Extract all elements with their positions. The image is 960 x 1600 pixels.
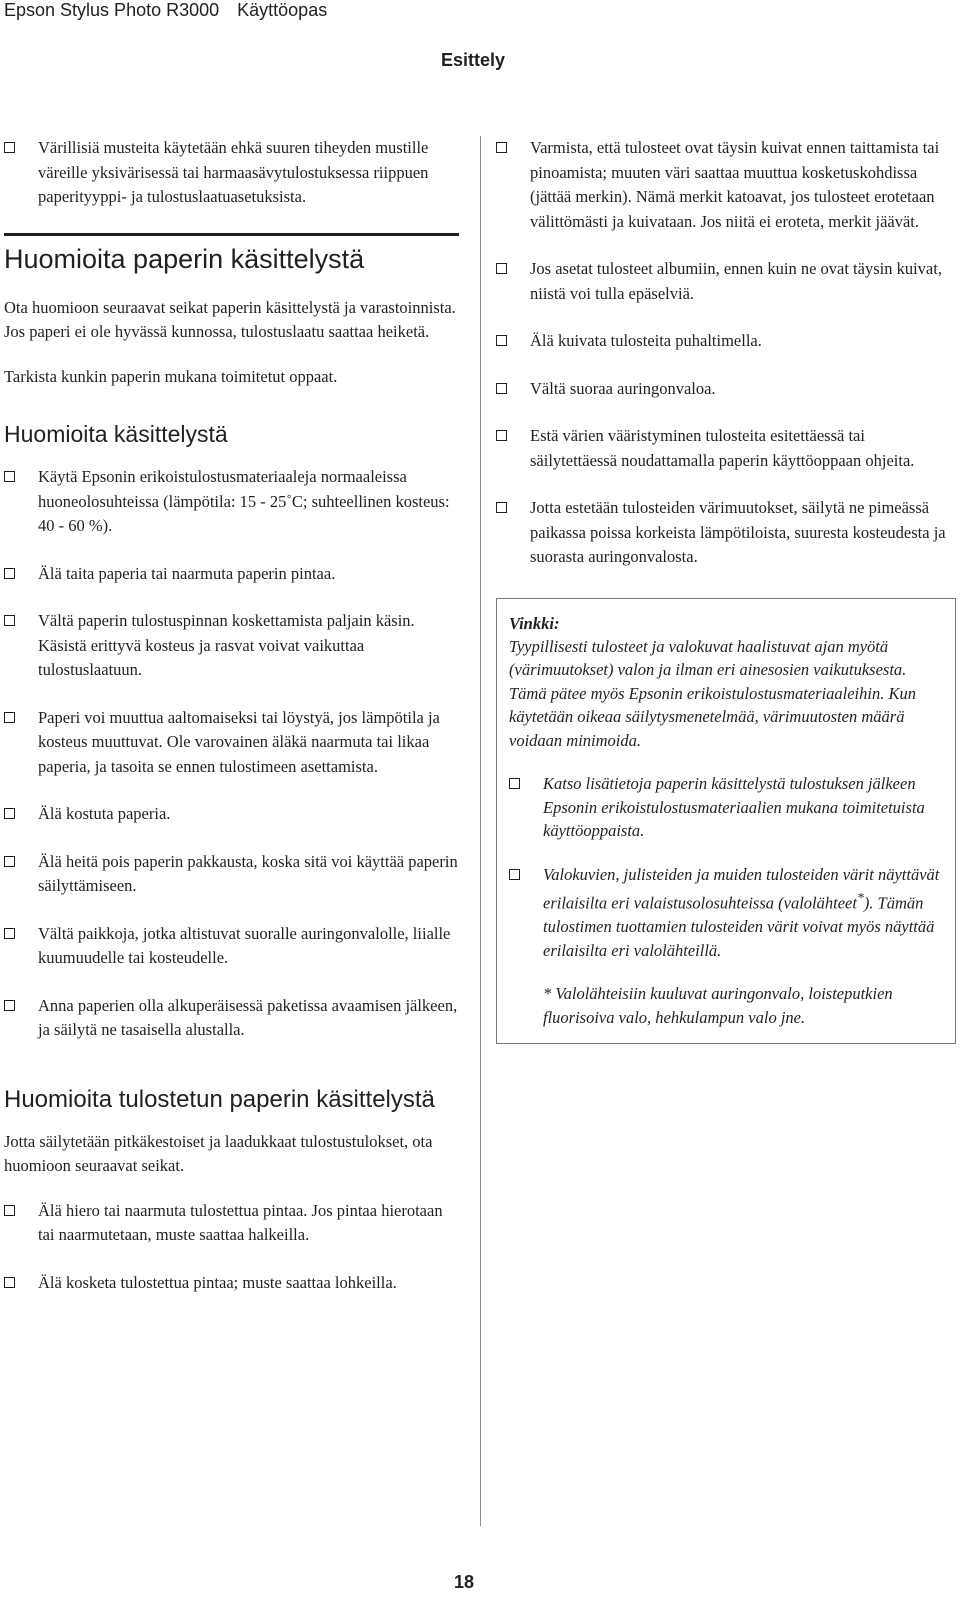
tip-text: Tyypillisesti tulosteet ja valokuvat haalistuvat ajan myötä (värimuutokset) valon ja ilman eri ainesosien vaikutuksesta. Tämä pätee myös Epsonin erikoistulostusmateriaaleihin. Kun käytetään oikeaa säilytysmenetelmää, värimuutosten määrä voidaan minimoida. [509,636,916,750]
checkbox-bullet-icon [4,1205,15,1216]
tip-title: Vinkki: [509,613,560,633]
list-item: Älä kuivata tulosteita puhaltimella. [496,329,956,354]
checkbox-bullet-icon [496,335,507,346]
checkbox-bullet-icon [4,568,15,579]
section-title: Esittely [440,50,505,70]
tip-box [496,598,956,1045]
left-column [4,136,459,1318]
heading-handling: Huomioita käsittelystä [4,421,228,447]
checkbox-bullet-icon [496,383,507,394]
checkbox-bullet-icon [4,615,15,626]
list-item: Anna paperien olla alkuperäisessä paketissa avaamisen jälkeen, ja säilytä ne tasaisella alustalla. [4,994,459,1043]
checkbox-bullet-icon [496,502,507,513]
list-item: Älä taita paperia tai naarmuta paperin pintaa. [4,562,459,587]
list-item: Vältä paperin tulostuspinnan koskettamista paljain käsin. Käsistä erittyvä kosteus ja rasvat voivat vaikuttaa tulostuslaatuun. [4,609,459,683]
checkbox-bullet-icon [4,856,15,867]
checkbox-bullet-icon [4,1277,15,1288]
column-divider [480,136,481,1526]
paragraph: Tarkista kunkin paperin mukana toimitetut oppaat. [4,366,338,386]
document-name: Käyttöopas [237,0,328,20]
checkbox-bullet-icon [496,142,507,153]
list-item: Älä kostuta paperia. [4,802,459,827]
list-item: Älä hiero tai naarmuta tulostettua pintaa. Jos pintaa hierotaan tai naarmutetaan, muste saattaa halkeilla. [4,1199,459,1248]
paragraph: Jotta säilytetään pitkäkestoiset ja laadukkaat tulostustulokset, ota huomioon seuraavat seikat. [4,1131,433,1175]
tip-list-item: Katso lisätietoja paperin käsittelystä tulostuksen jälkeen Epsonin erikoistulostusmateriaalien mukana toimitetuista käyttöoppaista. [509,772,945,843]
page-number: 18 [454,1572,475,1592]
list-item: Paperi voi muuttua aaltomaiseksi tai löystyä, jos lämpötila ja kosteus muuttuvat. Ole varovainen äläkä naarmuta tai likaa paperia, ja tasoita se ennen tulostimeen asettamista. [4,706,459,780]
right-column [496,136,956,1044]
checkbox-bullet-icon [4,928,15,939]
heading-paper-handling: Huomioita paperin käsittelystä [4,233,459,276]
list-item: Jotta estetään tulosteiden värimuutokset, säilytä ne pimeässä paikassa poissa korkeista lämpötiloista, suuresta kosteudesta ja suorasta auringonvalosta. [496,496,956,570]
list-item: Estä värien vääristyminen tulosteita esitettäessä tai säilytettäessä noudattamalla paperin käyttöoppaan ohjeita. [496,424,956,473]
heading-printed-paper: Huomioita tulostetun paperin käsittelystä [4,1085,435,1113]
list-item: Älä heitä pois paperin pakkausta, koska sitä voi käyttää paperin säilyttämiseen. [4,850,459,899]
checkbox-bullet-icon [4,808,15,819]
checkbox-bullet-icon [4,712,15,723]
footnote: * Valolähteisiin kuuluvat auringonvalo, loisteputkien fluorisoiva valo, hehkulampun valo jne. [543,984,893,1027]
checkbox-bullet-icon [4,1000,15,1011]
checkbox-bullet-icon [509,869,520,880]
paragraph: Ota huomioon seuraavat seikat paperin käsittelystä ja varastoinnista. Jos paperi ei ole hyvässä kunnossa, tulostuslaatu saattaa heiketä. [4,297,456,341]
checkbox-bullet-icon [496,430,507,441]
footnote-marker: * [856,890,864,905]
list-item: Älä kosketa tulostettua pintaa; muste saattaa lohkeilla. [4,1271,459,1296]
checkbox-bullet-icon [496,263,507,274]
list-item: Jos asetat tulosteet albumiin, ennen kuin ne ovat täysin kuivat, niistä voi tulla epäselviä. [496,257,956,306]
tip-list-item: Valokuvien, julisteiden ja muiden tulosteiden värit näyttävät erilaisilta eri valaistusolosuhteissa (valolähteet*). Tämän tulostimen tuottamien tulosteiden värit voivat myös näyttää erilaisilta eri valolähteillä. [509,863,945,963]
list-item: Vältä suoraa auringonvaloa. [496,377,956,402]
checkbox-bullet-icon [4,471,15,482]
list-item: Värillisiä musteita käytetään ehkä suuren tiheyden mustille väreille yksivärisessä tai harmaasävytulostuksessa riippuen paperityyppi- ja tulostuslaatuasetuksista. [4,136,459,210]
checkbox-bullet-icon [4,142,15,153]
list-item: Käytä Epsonin erikoistulostusmateriaaleja normaaleissa huoneolosuhteissa (lämpötila: 15 - 25˚C; suhteellinen kosteus: 40 - 60 %). [4,465,459,539]
list-item: Vältä paikkoja, jotka altistuvat suoralle auringonvalolle, liialle kuumuudelle tai kosteudelle. [4,922,459,971]
product-name: Epson Stylus Photo R3000 [4,0,220,20]
list-item: Varmista, että tulosteet ovat täysin kuivat ennen taittamista tai pinoamista; muuten väri saattaa muuttua kosketuskohdissa (jättää merkin). Nämä merkit katoavat, jos tulosteet erotetaan välittömästi ja kuivataan. Jos niitä ei eroteta, merkit jäävät. [496,136,956,234]
checkbox-bullet-icon [509,778,520,789]
running-header [4,0,345,21]
